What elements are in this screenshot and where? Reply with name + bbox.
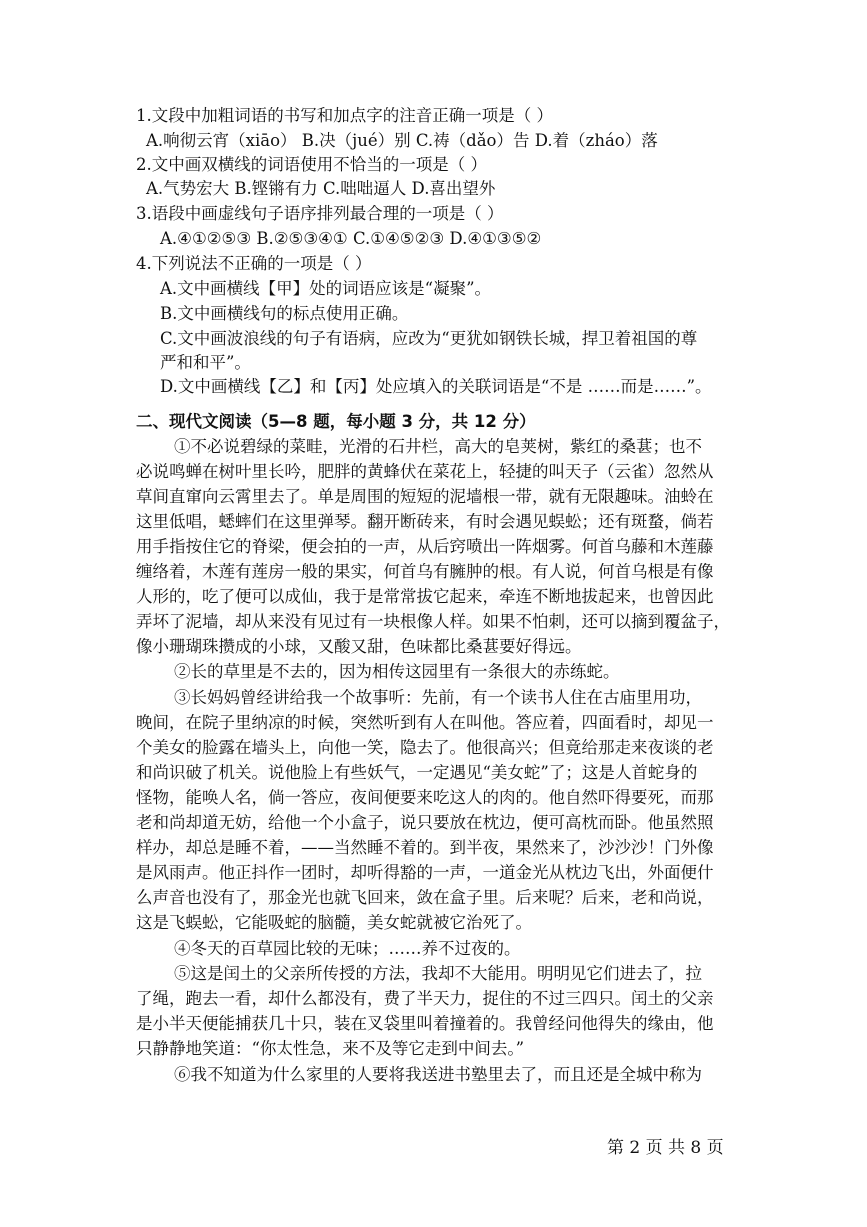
- passage-line: ⑤这是闰土的父亲所传授的方法，我却不大能用。明明见它们进去了，拉: [174, 964, 702, 983]
- passage-line: ⑥我不知道为什么家里的人要将我送进书塾里去了，而且还是全城中称为: [174, 1065, 702, 1084]
- passage-line: 弄坏了泥墙，却从来没有见过有一块根像人样。如果不怕刺，还可以摘到覆盆子，: [136, 612, 730, 631]
- question-4-option-a: A.文中画横线【甲】处的词语应该是“凝聚”。: [160, 279, 492, 298]
- question-4-option-b: B.文中画横线句的标点使用正确。: [160, 304, 409, 323]
- page-number: 第 2 页 共 8 页: [607, 1138, 724, 1158]
- passage-line: ①不必说碧绿的菜畦，光滑的石井栏，高大的皂荚树，紫红的桑葚；也不: [174, 437, 702, 456]
- question-1-options: A.响彻云宵（xiāo） B.决（jué）别 C.祷（dǎo）告 D.着（zháo）落: [146, 131, 658, 150]
- passage-line: ③长妈妈曾经讲给我一个故事听：先前，有一个读书人住在古庙里用功，: [174, 688, 702, 707]
- question-3-options: A.④①②⑤③ B.②⑤③④① C.①④⑤②③ D.④①③⑤②: [160, 229, 542, 248]
- passage-line: 怪物，能唤人名，倘一答应，夜间便要来吃这人的肉的。他自然吓得要死，而那: [136, 788, 714, 807]
- passage-line: 老和尚却道无妨，给他一个小盒子，说只要放在枕边，便可高枕而卧。他虽然照: [136, 813, 714, 832]
- question-2-options: A.气势宏大 B.铿锵有力 C.咄咄逼人 D.喜出望外: [146, 179, 496, 198]
- question-4-option-c: C.文中画波浪线的句子有语病，应改为“更犹如钢铁长城，捍卫着祖国的尊: [160, 329, 698, 348]
- passage-line: ②长的草里是不去的，因为相传这园里有一条很大的赤练蛇。: [174, 662, 620, 681]
- question-3: 3.语段中画虚线句子语序排列最合理的一项是（ ）: [136, 204, 504, 223]
- question-1: 1.文段中加粗词语的书写和加点字的注音正确一项是（ ）: [136, 106, 553, 125]
- passage-line: 样办，却总是睡不着，——当然睡不着的。到半夜，果然来了，沙沙沙！门外像: [136, 838, 714, 857]
- passage-line: 这是飞蜈蚣，它能吸蛇的脑髓，美女蛇就被它治死了。: [136, 913, 532, 932]
- passage-line: 像小珊瑚珠攒成的小球，又酸又甜，色味都比桑葚要好得远。: [136, 637, 582, 656]
- passage-line: 只静静地笑道：“你太性急，来不及等它走到中间去。”: [136, 1039, 525, 1058]
- passage-line: 是风雨声。他正抖作一团时，却听得豁的一声，一道金光从枕边飞出，外面便什: [136, 863, 714, 882]
- passage-line: 人形的，吃了便可以成仙，我于是常常拔它起来，牵连不断地拔起来，也曾因此: [136, 587, 714, 606]
- passage-line: 必说鸣蝉在树叶里长吟，肥胖的黄蜂伏在菜花上，轻捷的叫天子（云雀）忽然从: [136, 462, 714, 481]
- passage-line: 用手指按住它的脊梁，便会拍的一声，从后窍喷出一阵烟雾。何首乌藤和木莲藤: [136, 537, 714, 556]
- section-heading: 二、现代文阅读（5—8 题，每小题 3 分，共 12 分）: [136, 412, 536, 431]
- passage-line: 个美女的脸露在墙头上，向他一笑，隐去了。他很高兴；但竟给那走来夜谈的老: [136, 738, 714, 757]
- passage-line: 么声音也没有了，那金光也就飞回来，敛在盒子里。后来呢？后来，老和尚说，: [136, 888, 714, 907]
- question-2: 2.文中画双横线的词语使用不恰当的一项是（ ）: [136, 155, 487, 174]
- passage-line: 草间直窜向云霄里去了。单是周围的短短的泥墙根一带，就有无限趣味。油蛉在: [136, 487, 714, 506]
- passage-line: 和尚识破了机关。说他脸上有些妖气，一定遇见“美女蛇”了；这是人首蛇身的: [136, 763, 698, 782]
- passage-line: 这里低唱，蟋蟀们在这里弹琴。翻开断砖来，有时会遇见蜈蚣；还有斑蝥，倘若: [136, 512, 714, 531]
- passage-line: 缠络着，木莲有莲房一般的果实，何首乌有臃肿的根。有人说，何首乌根是有像: [136, 562, 714, 581]
- passage-line: 晚间，在院子里纳凉的时候，突然听到有人在叫他。答应着，四面看时，却见一: [136, 713, 714, 732]
- passage-line: 是小半天便能捕获几十只，装在叉袋里叫着撞着的。我曾经问他得失的缘由，他: [136, 1014, 714, 1033]
- question-4-option-c-cont: 严和和平”。: [160, 353, 251, 372]
- passage-line: 了绳，跑去一看，却什么都没有，费了半天力，捉住的不过三四只。闰土的父亲: [136, 989, 714, 1008]
- passage-line: ④冬天的百草园比较的无味；……养不过夜的。: [174, 939, 521, 958]
- question-4-option-d: D.文中画横线【乙】和【丙】处应填入的关联词语是“不是 ……而是……”。: [160, 377, 712, 396]
- question-4: 4.下列说法不正确的一项是（ ）: [136, 254, 372, 273]
